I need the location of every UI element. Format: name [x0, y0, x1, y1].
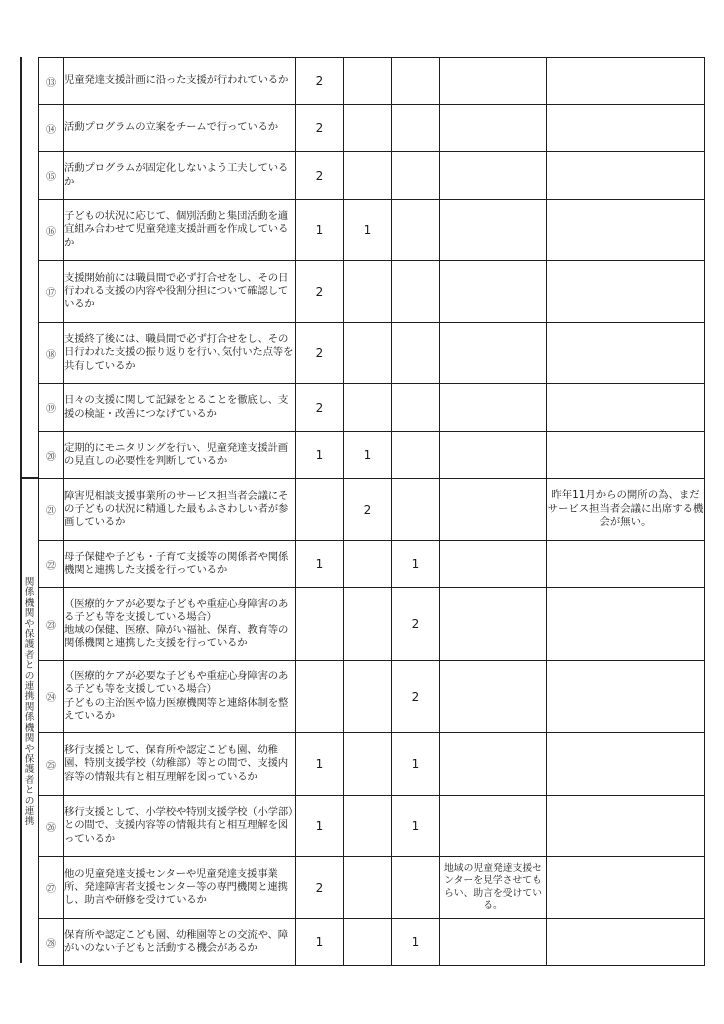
response-col-2: [344, 661, 392, 733]
response-col-1: [296, 588, 344, 661]
response-col-1: 2: [296, 105, 344, 152]
response-col-3: [392, 323, 440, 384]
response-col-2: [344, 152, 392, 200]
table-row: [39, 796, 705, 857]
response-col-3: [392, 58, 440, 105]
table-row: [39, 733, 705, 796]
response-col-3: 1: [392, 796, 440, 857]
table-row: [39, 152, 705, 200]
response-col-1: 2: [296, 857, 344, 919]
response-col-2: [344, 323, 392, 384]
item-number: ⑬: [39, 58, 64, 105]
remarks-note: [547, 661, 705, 733]
response-col-1: 2: [296, 58, 344, 105]
response-col-2: [344, 541, 392, 588]
remarks-note: 昨年11月からの開所の為、まだサービス担当者会議に出席する機会が無い。: [547, 479, 705, 541]
question-text: 母子保健や子ども・子育て支援等の関係者や関係機関と連携した支援を行っているか: [64, 541, 296, 588]
response-col-1: 2: [296, 152, 344, 200]
improvement-note: [440, 58, 547, 105]
item-number: ㉑: [39, 479, 64, 541]
improvement-note: [440, 261, 547, 323]
improvement-note: [440, 733, 547, 796]
response-col-3: [392, 479, 440, 541]
self-evaluation-table: [38, 57, 705, 966]
response-col-1: 1: [296, 796, 344, 857]
remarks-note: [547, 733, 705, 796]
table-row: [39, 200, 705, 261]
improvement-note: [440, 541, 547, 588]
response-col-1: 1: [296, 733, 344, 796]
table-row: [39, 919, 705, 966]
item-number: ⑮: [39, 152, 64, 200]
improvement-note: [440, 105, 547, 152]
question-text: 移行支援として、小学校や特別支援学校（小学部）との間で、支援内容等の情報共有と相互理解を図っているか: [64, 796, 296, 857]
response-col-2: 1: [344, 432, 392, 479]
remarks-note: [547, 261, 705, 323]
remarks-note: [547, 588, 705, 661]
response-col-3: 2: [392, 588, 440, 661]
table-row: [39, 384, 705, 432]
table-row: [39, 105, 705, 152]
improvement-note: [440, 796, 547, 857]
response-col-1: [296, 661, 344, 733]
response-col-3: 1: [392, 541, 440, 588]
remarks-note: [547, 200, 705, 261]
item-number: ㉗: [39, 857, 64, 919]
item-number: ⑰: [39, 261, 64, 323]
response-col-2: [344, 857, 392, 919]
remarks-note: [547, 323, 705, 384]
response-col-3: [392, 384, 440, 432]
response-col-3: [392, 152, 440, 200]
improvement-note: 地域の児童発達支援センターを見学させてもらい、助言を受けている。: [440, 857, 547, 919]
table-row: [39, 588, 705, 661]
response-col-3: [392, 105, 440, 152]
remarks-note: [547, 384, 705, 432]
table-row: [39, 541, 705, 588]
item-number: ⑱: [39, 323, 64, 384]
item-number: ⑲: [39, 384, 64, 432]
question-text: 活動プログラムの立案をチームで行っているか: [64, 105, 296, 152]
table-row: [39, 323, 705, 384]
remarks-note: [547, 796, 705, 857]
response-col-1: 2: [296, 323, 344, 384]
section-divider: [20, 477, 38, 479]
response-col-2: 2: [344, 479, 392, 541]
improvement-note: [440, 661, 547, 733]
improvement-note: [440, 588, 547, 661]
improvement-note: [440, 384, 547, 432]
remarks-note: [547, 58, 705, 105]
response-col-2: [344, 733, 392, 796]
item-number: ㉒: [39, 541, 64, 588]
question-text: （医療的ケアが必要な子どもや重症心身障害のある子ども等を支援している場合） 地域の保健、医療、障がい福祉、保育、教育等の関係機関と連携した支援を行っているか: [64, 588, 296, 661]
response-col-1: 1: [296, 919, 344, 966]
question-text: 保育所や認定こども園、幼稚園等との交流や、障がいのない子どもと活動する機会があるか: [64, 919, 296, 966]
item-number: ⑯: [39, 200, 64, 261]
item-number: ⑭: [39, 105, 64, 152]
response-col-1: 2: [296, 384, 344, 432]
item-number: ㉕: [39, 733, 64, 796]
group-label-coordination: 関係機関や保護者との連携関係機関や保護者との連携: [24, 577, 35, 828]
response-col-2: [344, 261, 392, 323]
table-row: [39, 857, 705, 919]
response-col-3: [392, 432, 440, 479]
remarks-note: [547, 105, 705, 152]
question-text: 日々の支援に関して記録をとることを徹底し、支援の検証・改善につなげているか: [64, 384, 296, 432]
response-col-3: [392, 200, 440, 261]
table-row: [39, 58, 705, 105]
item-number: ㉘: [39, 919, 64, 966]
response-col-2: [344, 796, 392, 857]
response-col-3: 2: [392, 661, 440, 733]
response-col-3: [392, 261, 440, 323]
response-col-2: 1: [344, 200, 392, 261]
response-col-1: 2: [296, 261, 344, 323]
remarks-note: [547, 857, 705, 919]
item-number: ㉓: [39, 588, 64, 661]
question-text: 支援終了後には、職員間で必ず打合せをし、その日行われた支援の振り返りを行い､気付いた点等を共有しているか: [64, 323, 296, 384]
remarks-note: [547, 541, 705, 588]
question-text: 児童発達支援計画に沿った支援が行われているか: [64, 58, 296, 105]
table-row: [39, 432, 705, 479]
response-col-3: 1: [392, 733, 440, 796]
question-text: 他の児童発達支援センターや児童発達支援事業所、発達障害者支援センター等の専門機関と連携し、助言や研修を受けているか: [64, 857, 296, 919]
question-text: 定期的にモニタリングを行い、児童発達支援計画の見直しの必要性を判断しているか: [64, 432, 296, 479]
response-col-3: 1: [392, 919, 440, 966]
response-col-1: 1: [296, 200, 344, 261]
response-col-1: [296, 479, 344, 541]
table-row: [39, 261, 705, 323]
question-text: 活動プログラムが固定化しないよう工夫しているか: [64, 152, 296, 200]
response-col-2: [344, 384, 392, 432]
question-text: 支援開始前には職員間で必ず打合せをし、その日行われる支援の内容や役割分担について確認しているか: [64, 261, 296, 323]
item-number: ㉔: [39, 661, 64, 733]
response-col-1: 1: [296, 432, 344, 479]
remarks-note: [547, 152, 705, 200]
improvement-note: [440, 479, 547, 541]
question-text: 子どもの状況に応じて、個別活動と集団活動を適宜組み合わせて児童発達支援計画を作成しているか: [64, 200, 296, 261]
question-text: 移行支援として、保育所や認定こども園、幼稚園、特別支援学校（幼稚部）等との間で、支援内容等の情報共有と相互理解を図っているか: [64, 733, 296, 796]
question-text: （医療的ケアが必要な子どもや重症心身障害のある子ども等を支援している場合） 子どもの主治医や協力医療機関等と連絡体制を整えているか: [64, 661, 296, 733]
improvement-note: [440, 323, 547, 384]
remarks-note: [547, 432, 705, 479]
improvement-note: [440, 919, 547, 966]
response-col-3: [392, 857, 440, 919]
table-row: [39, 479, 705, 541]
response-col-2: [344, 105, 392, 152]
response-col-2: [344, 588, 392, 661]
response-col-1: 1: [296, 541, 344, 588]
question-text: 障害児相談支援事業所のサービス担当者会議にその子どもの状況に精通した最もふさわしい者が参画しているか: [64, 479, 296, 541]
item-number: ⑳: [39, 432, 64, 479]
response-col-2: [344, 919, 392, 966]
response-col-2: [344, 58, 392, 105]
item-number: ㉖: [39, 796, 64, 857]
improvement-note: [440, 152, 547, 200]
improvement-note: [440, 432, 547, 479]
remarks-note: [547, 919, 705, 966]
improvement-note: [440, 200, 547, 261]
table-row: [39, 661, 705, 733]
